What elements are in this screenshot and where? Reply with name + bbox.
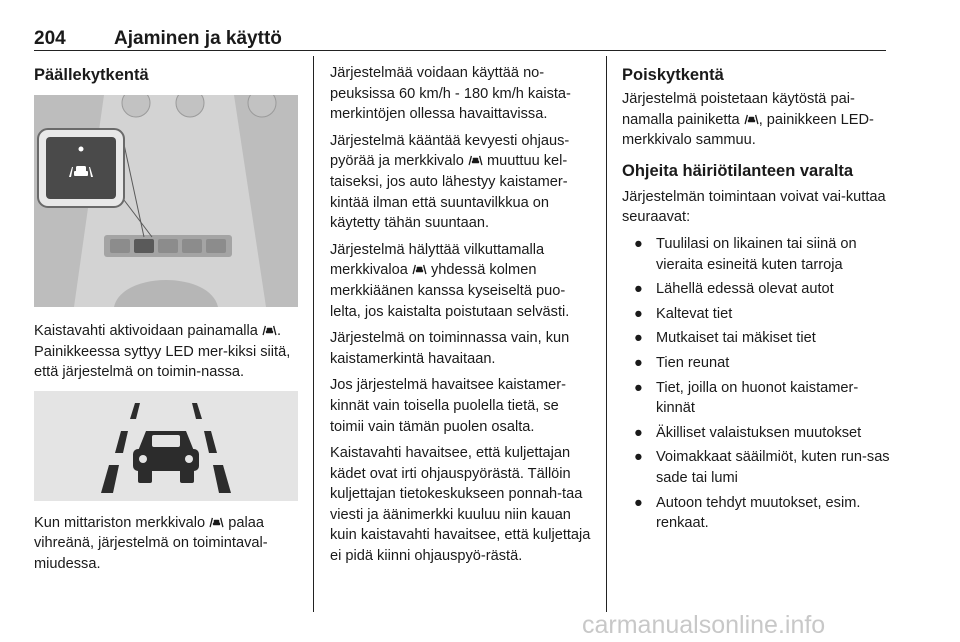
list-item: ● Voimakkaat sääilmiöt, kuten run-sas sade tai lumi	[634, 449, 890, 486]
speed-range-paragraph: Järjestelmää voidaan käyttää no-peuksissa 60 km/h - 180 km/h kaista-merkintöjen ollessa havaittavissa.	[330, 65, 571, 123]
section-heading-activation: Päällekytkentä	[34, 66, 149, 84]
list-item: ● Mutkaiset tai mäkiset tiet	[622, 328, 890, 349]
column-divider-1	[313, 56, 314, 612]
list-item: ● Tiet, joilla on huonot kaistamer-kinnät	[634, 379, 859, 417]
watermark: carmanualsonline.info	[582, 611, 826, 639]
bullet-icon: ●	[634, 281, 643, 298]
bullet-icon: ●	[634, 305, 643, 322]
lane-keep-assist-icon	[744, 114, 759, 125]
list-item: ● Lähellä edessä olevat autot	[622, 279, 890, 300]
column-divider-2	[606, 56, 607, 612]
middle-column	[330, 63, 592, 573]
list-item: ● Autoon tehdyt muutokset, esim. renkaat.	[634, 494, 861, 532]
lane-keep-assist-icon	[412, 264, 427, 275]
chapter-title: Ajaminen ja käyttö	[114, 28, 282, 49]
list-item: ● Kaltevat tiet	[622, 304, 890, 325]
bullet-icon: ●	[634, 449, 643, 466]
lane-detect-paragraph: Järjestelmä on toiminnassa vain, kun kaistamerkintä havaitaan.	[330, 330, 570, 367]
section-heading-fault: Ohjeita häiriötilanteen varalta	[622, 161, 854, 180]
deactivation-paragraph: Järjestelmä poistetaan käytöstä pai-namalla painiketta , painikkeen LED-merkkivalo sammuu.	[622, 91, 874, 149]
list-item: ● Tuulilasi on likainen tai siinä on vieraita esineitä kuten tarroja	[634, 235, 857, 273]
dashboard-button-photo	[34, 95, 298, 307]
lane-keep-assist-icon	[209, 517, 224, 528]
fault-intro-paragraph: Järjestelmän toimintaan voivat vai-kuttaa seuraavat:	[622, 188, 886, 226]
bullet-icon: ●	[634, 330, 643, 347]
right-column	[622, 63, 890, 538]
page-number: 204	[34, 28, 66, 49]
bullet-icon: ●	[634, 494, 643, 511]
lane-assist-indicator-figure	[34, 391, 298, 501]
header-divider	[34, 50, 886, 51]
list-item: ● Äkilliset valaistuksen muutokset	[622, 423, 890, 444]
warning-paragraph: Järjestelmä hälyttää vilkuttamalla merkkivaloa yhdessä kolmen merkkiäänen kanssa kyseiseltä puo-lelta, jos kaistalta poistutaan selvästi.	[330, 241, 570, 320]
bullet-icon: ●	[634, 379, 643, 396]
one-side-paragraph: Jos järjestelmä havaitsee kaistamer-kinnät vain toisella puolella tietä, se toimii vain tämän puolen osalta.	[330, 377, 567, 435]
lane-keep-assist-icon	[262, 325, 277, 336]
bullet-icon: ●	[634, 424, 643, 441]
bullet-icon: ●	[634, 354, 643, 371]
list-item: ● Tien reunat	[622, 353, 890, 374]
bullet-icon: ●	[634, 235, 643, 252]
page-header	[34, 28, 886, 52]
activation-paragraph: Kaistavahti aktivoidaan painamalla . Painikkeessa syttyy LED mer-kiksi siitä, että järjestelmä on toimin-nassa.	[34, 323, 291, 381]
left-column	[34, 63, 298, 581]
hands-off-paragraph: Kaistavahti havaitsee, että kuljettajan kädet ovat irti ohjauspyörästä. Tällöin kuljettajan tietokeskukseen ponnah-taa viesti ja äänimerkki kuuluu niin kauan kuin kaistavahti havaitsee, että kuljettaja ei pidä kiinni ohjauspyö-rästä.	[330, 445, 591, 565]
section-heading-deactivation: Poiskytkentä	[622, 66, 724, 84]
steering-paragraph: Järjestelmä kääntää kevyesti ohjaus-pyörää ja merkkivalo muuttuu kel-taiseksi, jos auto lähestyy kaistamer-kintää ilman että suuntavilkkua on käytetty tähän suuntaan.	[330, 132, 570, 232]
lane-keep-assist-icon	[468, 155, 483, 166]
fault-list	[622, 234, 890, 534]
indicator-paragraph: Kun mittariston merkkivalo palaa vihreänä, järjestelmä on toimintaval-miudessa.	[34, 514, 268, 572]
